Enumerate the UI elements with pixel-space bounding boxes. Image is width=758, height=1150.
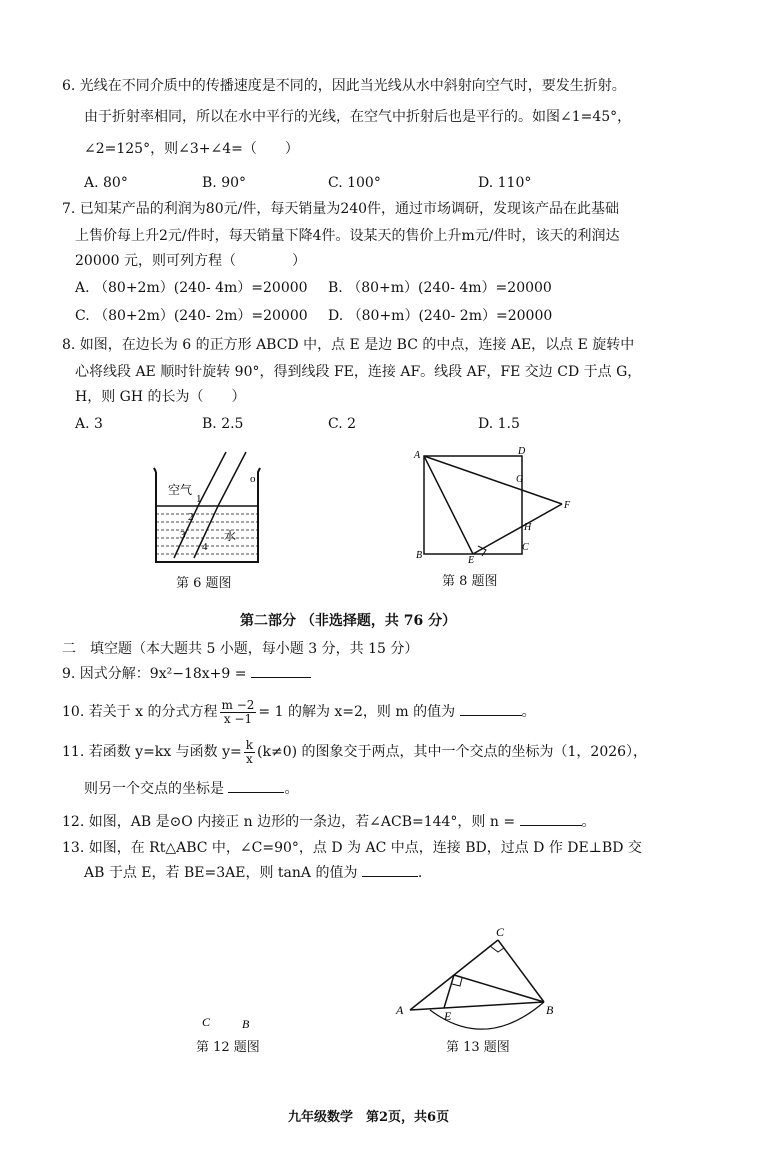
q10-suffix: = 1 的解为 x=2，则 m 的值为 [258, 704, 456, 720]
figure-12 [196, 1012, 266, 1034]
q7-line-3: 20000 元，则可列方程（ ） [75, 253, 306, 269]
q7-option-b: B. （80+m）(240- 4m）=20000 [328, 280, 552, 296]
label-a: A [396, 1003, 404, 1017]
segment-db [454, 975, 544, 1002]
label-water: 水 [224, 529, 237, 543]
part-2-title: 第二部分 （非选择题，共 76 分） [240, 613, 457, 629]
q11-fraction [244, 739, 255, 766]
section-fill-in-blank: 二 填空题（本大题共 5 小题，每小题 3 分，共 15 分） [62, 641, 419, 657]
q12-text: 12. 如图，AB 是⊙O 内接正 n 边形的一条边，若∠ACB=144°，则 n = [62, 814, 516, 830]
label-o: o [250, 473, 256, 485]
q10-end: 。 [521, 704, 536, 720]
square-abcd [424, 456, 522, 554]
q10 [62, 692, 536, 732]
label-g: G [516, 474, 524, 485]
q11-line2-text: 则另一个交点的坐标是 [84, 781, 224, 797]
q11-frac-den: x [245, 751, 253, 766]
label-angle-3: 3 [180, 529, 186, 541]
q8-option-a: A. 3 [75, 416, 103, 432]
label-f: F [564, 500, 571, 511]
q6-line-2: 由于折射率相同，所以在水中平行的光线，在空气中折射后也是平行的。如图∠1=45°， [84, 109, 632, 125]
label-c: C [496, 925, 505, 939]
q13-line2-text: AB 于点 E，若 BE=3AE，则 tanA 的值为 [84, 865, 358, 881]
figure-13 [390, 924, 570, 1034]
page-footer: 九年级数学 第2页，共6页 [288, 1110, 450, 1125]
right-angle-mark-c [490, 946, 504, 952]
q11-prefix: 11. 若函数 y=kx 与函数 y= [62, 744, 242, 760]
label-d: D [518, 446, 526, 457]
q8-line-3: H，则 GH 的长为（ ） [75, 389, 246, 405]
label-angle-1: 1 [196, 493, 202, 505]
q13-end: . [417, 865, 423, 881]
label-e: E [444, 1009, 452, 1023]
q6-line-1: 6. 光线在不同介质中的传播速度是不同的，因此当光线从水中斜射向空气时，要发生折射。 [62, 78, 626, 94]
q11-end: 。 [284, 781, 299, 797]
label-b: B [546, 1003, 554, 1017]
q8-option-d: D. 1.5 [478, 416, 520, 432]
q12 [62, 811, 596, 832]
label-angle-2: 2 [188, 511, 194, 523]
label-angle-4: 4 [202, 541, 208, 553]
q6-line-3: ∠2=125°，则∠3+∠4=（ ） [84, 141, 299, 157]
label-b: B [416, 550, 423, 561]
q10-frac-den: x −1 [223, 711, 253, 726]
q13-answer-blank[interactable] [362, 862, 418, 877]
label-b: B [242, 1017, 250, 1031]
q11 [62, 732, 647, 772]
q10-fraction [220, 699, 257, 726]
q10-prefix: 10. 若关于 x 的分式方程 [62, 704, 218, 720]
q10-frac-num: m −2 [221, 697, 255, 712]
q13-line-2 [84, 862, 422, 883]
q11-line-2 [84, 778, 298, 799]
q9-answer-blank[interactable] [251, 663, 311, 678]
q7-option-c: C. （80+2m）(240- 2m）=20000 [75, 308, 308, 324]
segment-de [444, 975, 454, 1008]
label-air: 空气 [168, 483, 193, 497]
q12-end: 。 [581, 814, 596, 830]
q9-text: 9. 因式分解：9x²−18x+9 = [62, 666, 247, 682]
q7-option-a: A. （80+2m）(240- 4m）=20000 [75, 280, 308, 296]
q6-option-a: A. 80° [84, 175, 128, 191]
label-a: A [414, 450, 421, 461]
q9 [62, 663, 311, 684]
q12-answer-blank[interactable] [520, 811, 582, 826]
q8-line-2: 心将线段 AE 顺时针旋转 90°，得到线段 FE，连接 AF。线段 AF，FE 交边 CD 于点 G， [75, 364, 642, 380]
q11-answer-blank[interactable] [228, 778, 284, 793]
label-c: C [202, 1015, 211, 1029]
q13-line-1: 13. 如图，在 Rt△ABC 中，∠C=90°，点 D 为 AC 中点，连接 BD，过点 D 作 DE⊥BD 交 [62, 840, 642, 856]
q6-option-b: B. 90° [202, 175, 247, 191]
q11-frac-num: k [245, 737, 254, 752]
q6-option-d: D. 110° [478, 175, 532, 191]
segment-ef [473, 504, 562, 554]
segment-cb [498, 940, 544, 1002]
segment-ab [410, 1002, 544, 1010]
fig-13-caption: 第 13 题图 [446, 1040, 510, 1055]
label-e: E [468, 555, 475, 564]
q7-line-1: 7. 已知某产品的利润为80元/件，每天销量为240件，通过市场调研，发现该产品在此基础 [62, 201, 620, 217]
figure-6 [146, 450, 276, 570]
q7-option-d: D. （80+m）(240- 2m）=20000 [328, 308, 553, 324]
q11-suffix: (k≠0) 的图象交于两点，其中一个交点的坐标为（1，2026）， [257, 744, 648, 760]
q6-option-c: C. 100° [328, 175, 381, 191]
label-c: C [522, 542, 529, 553]
q8-option-c: C. 2 [328, 416, 357, 432]
fig-6-caption: 第 6 题图 [176, 576, 232, 591]
q8-line-1: 8. 如图，在边长为 6 的正方形 ABCD 中，点 E 是边 BC 的中点，连接 AE，以点 E 旋转中 [62, 337, 635, 353]
label-h: H [524, 522, 532, 533]
q10-answer-blank[interactable] [460, 701, 522, 716]
figure-8 [410, 446, 580, 564]
q8-option-b: B. 2.5 [202, 416, 244, 432]
q7-line-2: 上售价每上升2元/件时，每天销量下降4件。设某天的售价上升m元/件时，该天的利润达 [75, 228, 620, 244]
fig-12-caption: 第 12 题图 [196, 1040, 260, 1055]
fig-8-caption: 第 8 题图 [442, 574, 498, 589]
